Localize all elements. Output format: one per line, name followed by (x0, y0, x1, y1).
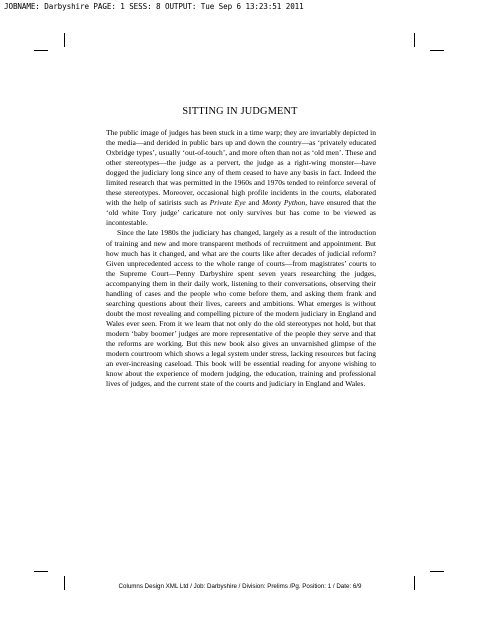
paragraph-1 (106, 128, 376, 228)
page-title: SITTING IN JUDGMENT (182, 106, 298, 117)
crop-mark-bottom-right-horizontal (430, 571, 444, 572)
paragraph-2-text: Since the late 1980s the judiciary has changed, largely as a result of the introduction of training and new and more transparent methods of recruitment and appointment. But how much has it changed, and what are the courts like after decades of judicial reform? Given unprecedented access to the whole range of courts—from magistrates’ courts to the Supreme Court—Penny Darbyshire spent seven years researching the judges, accompanying them in their daily work, listening to their conversations, observing their handling of cases and the people who come before them, and asking them frank and searching questions about their lives, careers and ambitions. What emerges is without doubt the most revealing and compelling picture of the modern judiciary in England and Wales ever seen. From it we learn that not only do the old stereotypes not hold, but that modern ‘baby boomer’ judges are more representative of the people they serve and that the reforms are working. But this new book also gives an unvarnished glimpse of the modern courtroom which shows a legal system under stress, lacking resources but facing an ever-increasing caseload. This book will be essential reading for anyone wishing to know about the experience of modern judging, the education, training and professional lives of judges, and the current state of the courts and judiciary in England and Wales. (106, 228, 376, 389)
paragraph-1-text: , have ensured that the ‘old white Tory judge’ caricature not only survives but has come to be viewed as incontestable. (106, 198, 376, 228)
paragraph-1-text: The public image of judges has been stuck in a time warp; they are invariably depicted in the media—and derided in public bars up and down the country—as ‘privately educated Oxbridge types’, usually ‘out-of-touch’, and more often than not as ‘old men’. These and other stereotypes—the judge as a pervert, the judge as a right-wing monster—have dogged the judiciary long since any of them ceased to have any basis in fact. Indeed the limited research that was permitted in the 1960s and 1970s tended to reinforce several of these stereotypes. Moreover, occasional high profile incidents in the courts, elaborated with the help of satirists such as (106, 128, 376, 208)
italic-title-monty-python: Monty Python (261, 198, 306, 208)
paragraph-1-text: and (245, 198, 262, 208)
paragraph-2 (106, 228, 376, 389)
footer-slug-line: Columns Design XML Ltd / Job: Darbyshire / Division: Prelims /Pg. Position: 1 / Date: 6/9 (118, 583, 362, 590)
crop-mark-top-left-vertical (64, 33, 65, 47)
job-header-line: JOBNAME: Darbyshire PAGE: 1 SESS: 8 OUTPUT: Tue Sep 6 13:23:51 2011 (4, 2, 304, 11)
body-text (106, 128, 376, 389)
crop-mark-top-right-vertical (414, 33, 415, 47)
italic-title-private-eye: Private Eye (209, 198, 246, 208)
crop-mark-top-left-horizontal (34, 50, 48, 51)
crop-mark-bottom-left-horizontal (34, 571, 48, 572)
crop-mark-top-right-horizontal (430, 50, 444, 51)
